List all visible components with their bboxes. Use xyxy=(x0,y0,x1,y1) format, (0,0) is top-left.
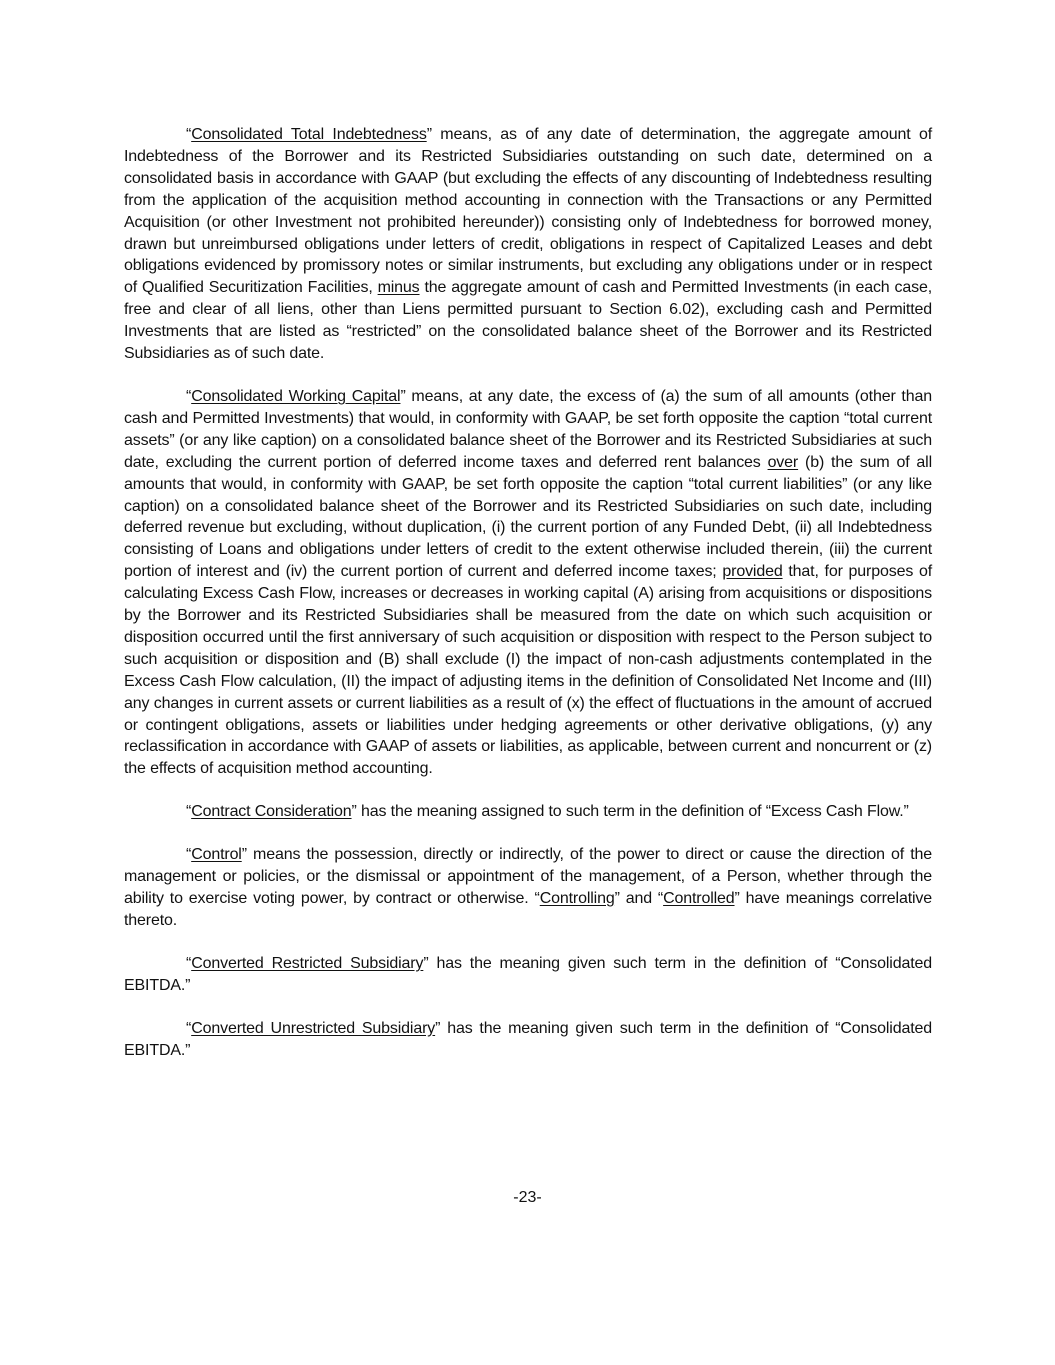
underlined-word: Controlled xyxy=(663,890,735,907)
open-quote: “ xyxy=(186,1019,192,1037)
open-quote: “ xyxy=(186,803,192,821)
defined-term: Converted Restricted Subsidiary xyxy=(191,954,424,972)
document-page xyxy=(124,124,932,1082)
underlined-word: over xyxy=(767,453,799,471)
close-quote: ” xyxy=(435,1019,441,1037)
definition-text: has the meaning given such term in the definition of “Consolidated EBITDA.” xyxy=(124,954,933,994)
underlined-word: Controlling xyxy=(539,890,615,907)
definition-text: that, for purposes of calculating Excess Cash Flow, increases or decreases in working capital (A) arising from acquisitions or dispositions by the Borrower and its Restricted Subsidiaries shall be measured from the date on which such acquisition or disposition occurred until the first anniversary of such acquisition or disposition with respect to the Person subject to such acquisition or disposition and (B) shall exclude (I) the impact of non-cash adjustments contemplated in the Excess Cash Flow calculation, (II) the impact of adjusting items in the definition of Consolidated Net Income and (III) any changes in current assets or current liabilities as a result of (x) the effect of fluctuations in the amount of accrued or contingent obligations, assets or liabilities under hedging agreements or other derivative obligations, (y) any reclassification in accordance with GAAP of assets or liabilities, as applicable, between current and noncurrent or (z) the effects of acquisition method accounting. xyxy=(124,563,933,778)
close-quote: ” xyxy=(426,126,432,143)
definition-text: means the possession, directly or indirectly, of the power to direct or cause the direction of the management or policies, or the dismissal or appointment of the management, of a Person, whether through the ability to exercise voting power, by contract or otherwise. “ xyxy=(124,846,932,907)
open-quote: “ xyxy=(186,954,192,972)
close-quote: ” xyxy=(400,387,406,405)
definition-text: ” have meanings correlative thereto. xyxy=(124,890,932,929)
open-quote: “ xyxy=(186,846,192,864)
open-quote: “ xyxy=(186,126,192,143)
underlined-word: provided xyxy=(722,563,783,581)
definition-text: (b) the sum of all amounts that would, in conformity with GAAP, be set forth opposite the caption “total current liabilities” (or any like caption) on a consolidated balance sheet of the Borrower and its Restricted Subsidiaries on such date, including deferred revenue but excluding, without duplication, (i) the current portion of any Funded Debt, (ii) all Indebtedness consisting of Loans and obligations under letters of credit to the extent otherwise included therein, (iii) the current portion of interest and (iv) the current portion of current and deferred income taxes; xyxy=(124,453,932,581)
definition-text: means, at any date, the excess of (a) the sum of all amounts (other than cash and Permitted Investments) that would, in conformity with GAAP, be set forth opposite the caption “total current assets” (or any like caption) on a consolidated balance sheet of the Borrower and its Restricted Subsidiaries at such date, excluding the current portion of deferred income taxes and deferred rent balances xyxy=(124,387,932,471)
definition-consolidated-total-indebtedness xyxy=(124,124,932,365)
close-quote: ” xyxy=(423,954,429,972)
underlined-word: minus xyxy=(377,279,420,297)
definition-converted-restricted-subsidiary xyxy=(124,953,932,997)
definition-text: has the meaning given such term in the definition of “Consolidated EBITDA.” xyxy=(124,1019,933,1059)
definition-text: ” and “ xyxy=(614,890,664,907)
definition-text: the aggregate amount of cash and Permitted Investments (in each case, free and clear of all liens, other than Liens permitted pursuant to Section 6.02), excluding cash and Permitted Investments that are listed as “restricted” on the consolidated balance sheet of the Borrower and its Restricted Subsidiaries as of such date. xyxy=(124,279,932,363)
defined-term: Contract Consideration xyxy=(191,803,352,821)
defined-term: Consolidated Total Indebtedness xyxy=(191,126,427,143)
defined-term: Control xyxy=(191,846,242,864)
definition-converted-unrestricted-subsidiary xyxy=(124,1018,932,1062)
definition-contract-consideration xyxy=(124,801,932,823)
open-quote: “ xyxy=(186,387,192,405)
close-quote: ” xyxy=(351,803,357,821)
definition-consolidated-working-capital xyxy=(124,386,932,780)
defined-term: Converted Unrestricted Subsidiary xyxy=(191,1019,436,1037)
defined-term: Consolidated Working Capital xyxy=(191,387,401,405)
page-number: -23- xyxy=(513,1189,542,1206)
close-quote: ” xyxy=(241,846,247,864)
definition-text: means, as of any date of determination, the aggregate amount of Indebtedness of the Borrower and its Restricted Subsidiaries outstanding on such date, determined on a consolidated basis in accordance with GAAP (but excluding the effects of any discounting of Indebtedness resulting from the application of the acquisition method accounting in connection with the Transactions or any Permitted Acquisition (or other Investment not prohibited hereunder)) consisting only of Indebtedness for borrowed money, drawn but unreimbursed obligations under letters of credit, obligations in respect of Capitalized Leases and debt obligations evidenced by promissory notes or similar instruments, but excluding any obligations under or in respect of Qualified Securitization Facilities, xyxy=(124,126,933,297)
definition-control xyxy=(124,844,932,932)
definition-text: has the meaning assigned to such term in the definition of “Excess Cash Flow.” xyxy=(356,803,909,821)
